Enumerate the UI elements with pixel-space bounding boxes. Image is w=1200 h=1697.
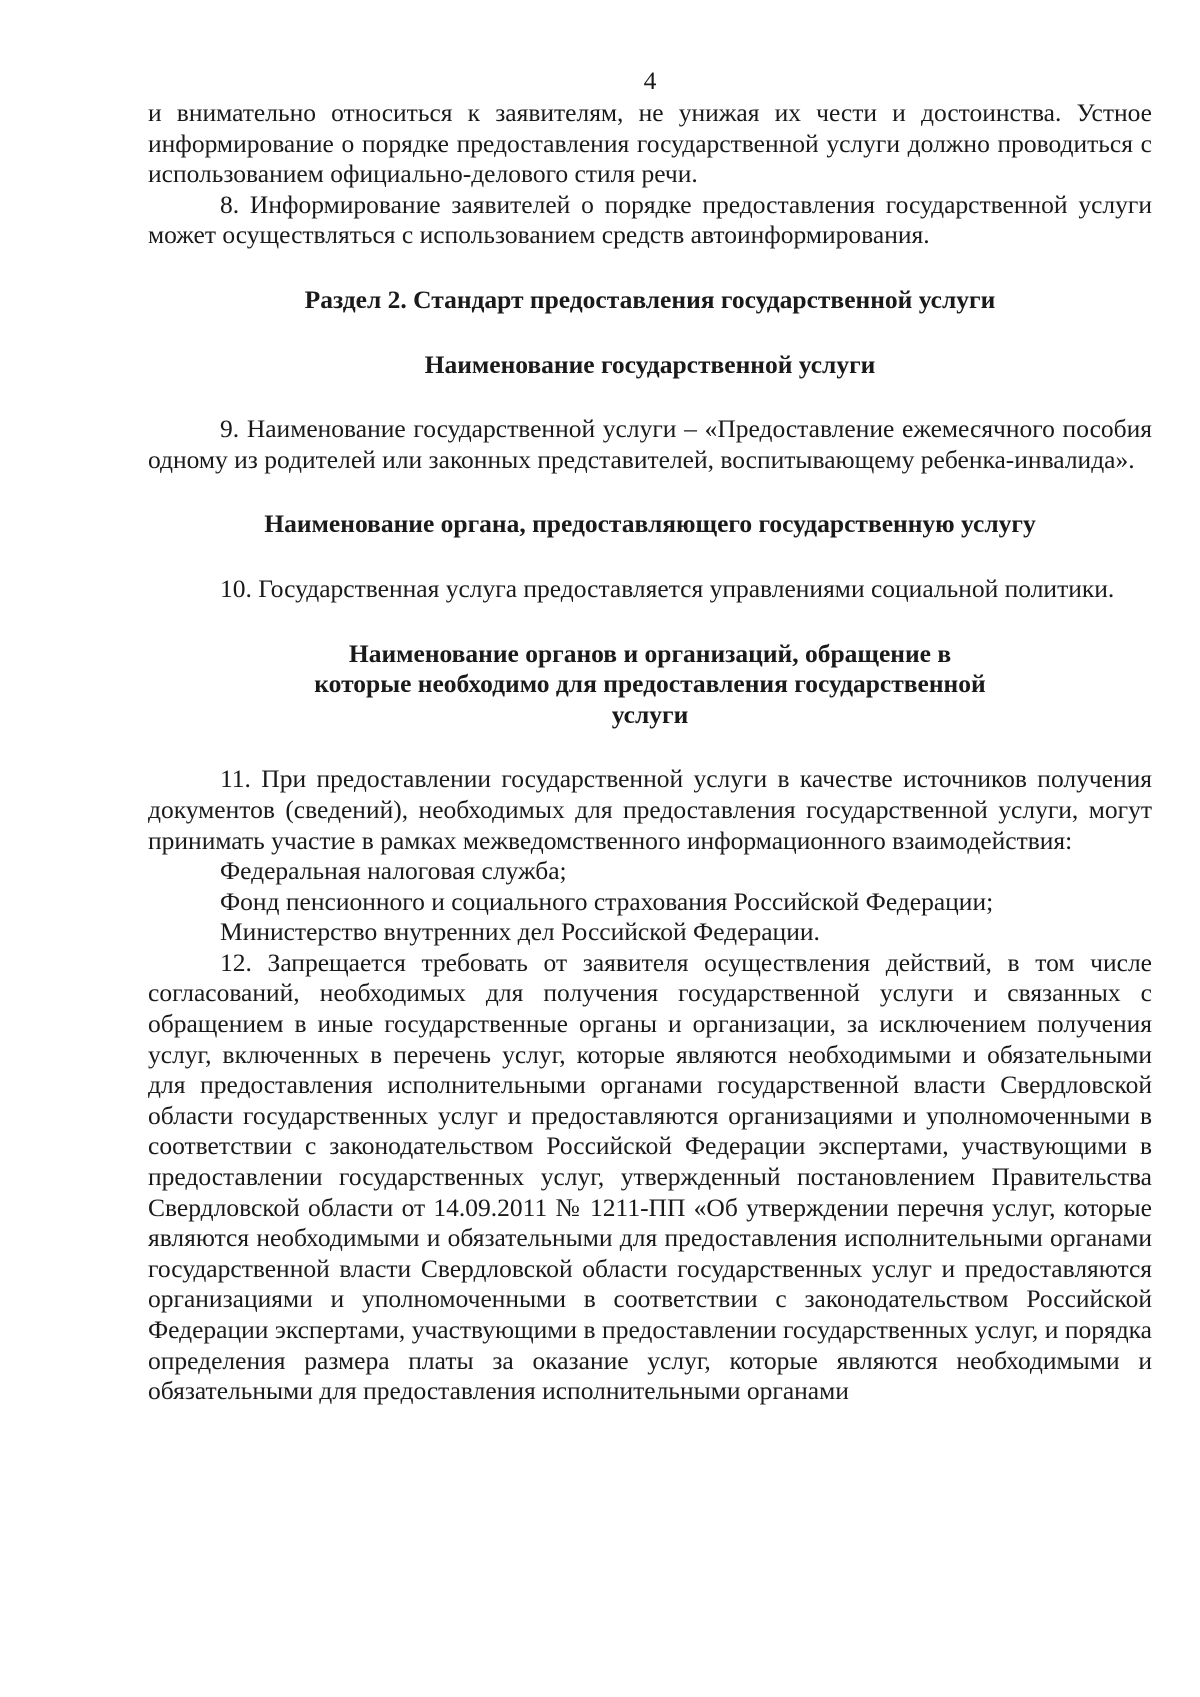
spacer: [148, 380, 1152, 414]
authority-heading: Наименование органа, предоставляющего государственную услугу: [264, 509, 1036, 539]
paragraph-9: 9. Наименование государственной услуги – «Предоставление ежемесячного пособия одному из родителей или законных представителей, воспитывающему ребенка-инвалида».: [148, 414, 1152, 474]
document-page: [148, 66, 1152, 1407]
paragraph-10: 10. Государственная услуга предоставляется управлениями социальной политики.: [220, 573, 1115, 603]
spacer: [148, 316, 1152, 350]
service-name-heading: Наименование государственной услуги: [424, 349, 876, 379]
section-2-heading: Раздел 2. Стандарт предоставления государственной услуги: [304, 284, 996, 314]
list-item-pension-fund: Фонд пенсионного и социального страхования Российской Федерации;: [220, 886, 994, 916]
list-item-interior-ministry: Министерство внутренних дел Российской Федерации.: [220, 917, 820, 947]
paragraph-continuation: и внимательно относиться к заявителям, не унижая их чести и достоинства. Устное информирование о порядке предоставления государственной услуги должно проводиться с использованием официально-делового стиля речи.: [148, 98, 1152, 189]
spacer: [148, 540, 1152, 574]
spacer: [148, 251, 1152, 285]
spacer: [148, 730, 1152, 764]
list-item-tax-service: Федеральная налоговая служба;: [220, 856, 567, 886]
spacer: [148, 605, 1152, 639]
paragraph-8: 8. Информирование заявителей о порядке предоставления государственной услуги может осуществляться с использованием средств автоинформирования.: [148, 189, 1152, 250]
organizations-heading: Наименование органов и организаций, обращение в которые необходимо для предоставления государственной услуги: [314, 638, 986, 729]
paragraph-12: 12. Запрещается требовать от заявителя осуществления действий, в том числе согласований, необходимых для получения государственной услуги и связанных с обращением в иные государственные органы и организации, за исключением получения услуг, включенных в перечень услуг, которые являются необходимыми и обязательными для предоставления исполнительными органами государственной власти Свердловской области государственных услуг и предоставляются организациями и уполномоченными в соответствии с законодательством Российской Федерации экспертами, участвующими в предоставлении государственных услуг, утвержденный постановлением Правительства Свердловской области от 14.09.2011 № 1211-ПП «Об утверждении перечня услуг, которые являются необходимыми и обязательными для предоставления исполнительными органами государственной власти Свердловской области государственных услуг и предоставляются организациями и уполномоченными в соответствии с законодательством Российской Федерации экспертами, участвующими в предоставлении государственных услуг, и порядка определения размера платы за оказание услуг, которые являются необходимыми и обязательными для предоставления исполнительными органами: [148, 947, 1152, 1406]
spacer: [148, 475, 1152, 509]
paragraph-11: 11. При предоставлении государственной услуги в качестве источников получения документов (сведений), необходимых для предоставления государственной услуги, могут принимать участие в рамках межведомственного информационного взаимодействия:: [148, 764, 1152, 855]
page-number: 4: [643, 66, 657, 95]
